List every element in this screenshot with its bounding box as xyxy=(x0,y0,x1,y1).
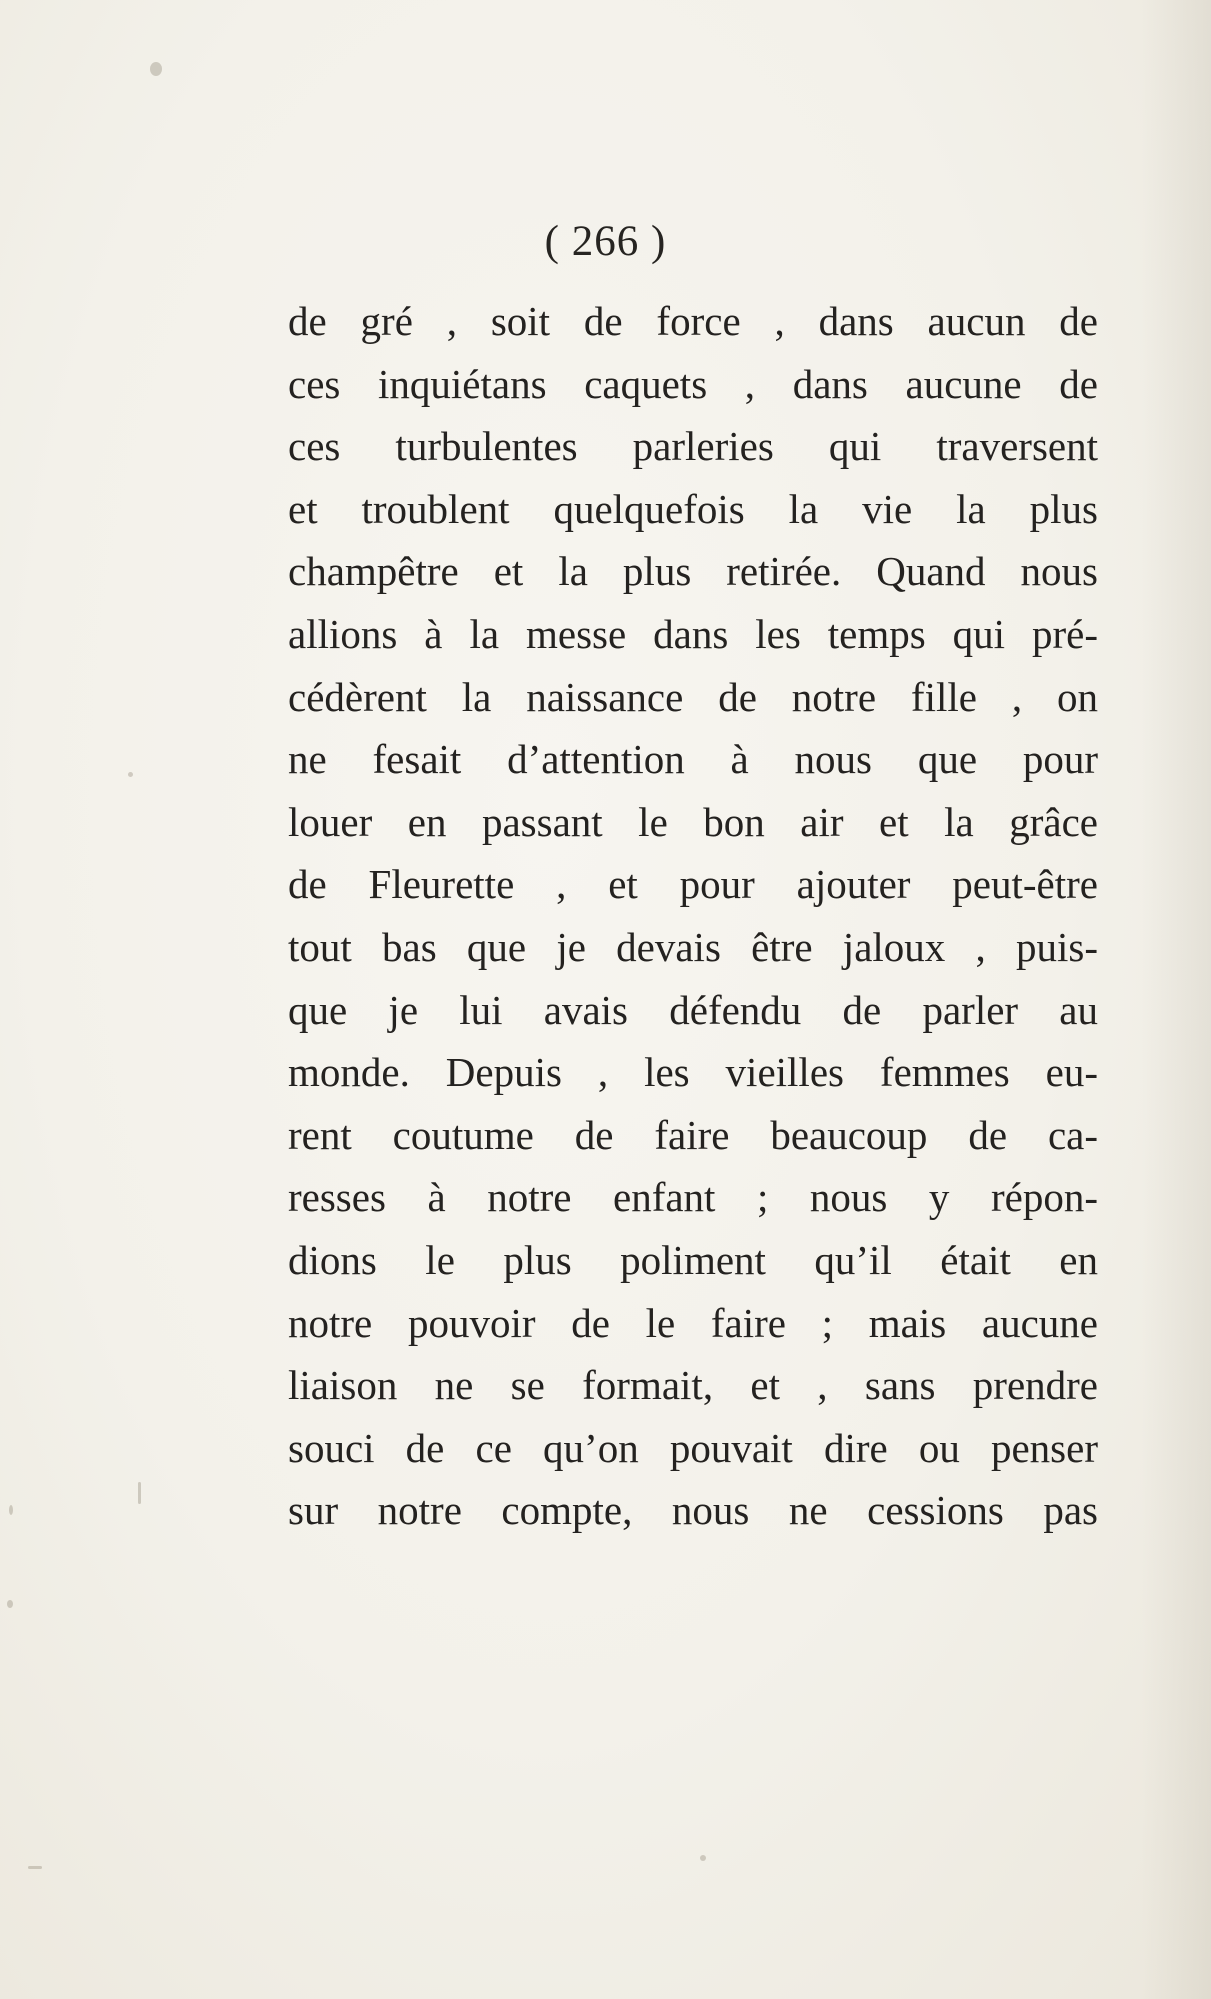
text-line: allions à la messe dans les temps qui pré- xyxy=(288,610,1098,657)
text-line: de gré , soit de force , dans aucun de xyxy=(288,298,1098,344)
page-number: ( 266 ) xyxy=(544,218,667,265)
text-line: tout bas que je devais être jaloux , puis- xyxy=(288,923,1098,970)
text-line: champêtre et la plus retirée. Quand nous xyxy=(288,548,1098,595)
paper-speck xyxy=(128,772,133,777)
text-line: notre pouvoir de le faire ; mais aucune xyxy=(288,1299,1098,1346)
text-line: ne fesait d’attention à nous que pour xyxy=(288,736,1098,783)
paper-speck xyxy=(28,1866,42,1869)
text-line: dions le plus poliment qu’il était en xyxy=(288,1236,1098,1283)
text-line: de Fleurette , et pour ajouter peut-être xyxy=(288,861,1098,908)
text-line: ces inquiétans caquets , dans aucune de xyxy=(288,360,1098,407)
paper-speck xyxy=(150,62,162,76)
text-line: et troublent quelquefois la vie la plus xyxy=(288,485,1098,532)
text-line: sur notre compte, nous ne cessions pas xyxy=(288,1487,1098,1534)
paper-speck xyxy=(9,1505,13,1515)
paper-speck xyxy=(700,1855,706,1861)
text-line: souci de ce qu’on pouvait dire ou penser xyxy=(288,1424,1098,1471)
text-line: que je lui avais défendu de parler au xyxy=(288,986,1098,1033)
text-line: cédèrent la naissance de notre fille , on xyxy=(288,673,1098,720)
paper-speck xyxy=(7,1600,13,1608)
text-line: monde. Depuis , les vieilles femmes eu- xyxy=(288,1049,1098,1096)
text-line: liaison ne se formait, et , sans prendre xyxy=(288,1362,1098,1409)
paper-speck xyxy=(138,1482,141,1504)
body-text xyxy=(288,290,1098,1542)
text-line: louer en passant le bon air et la grâce xyxy=(288,798,1098,845)
text-line: resses à notre enfant ; nous y répon- xyxy=(288,1174,1098,1221)
text-line: rent coutume de faire beaucoup de ca- xyxy=(288,1111,1098,1158)
text-line: ces turbulentes parleries qui traversent xyxy=(288,423,1098,470)
